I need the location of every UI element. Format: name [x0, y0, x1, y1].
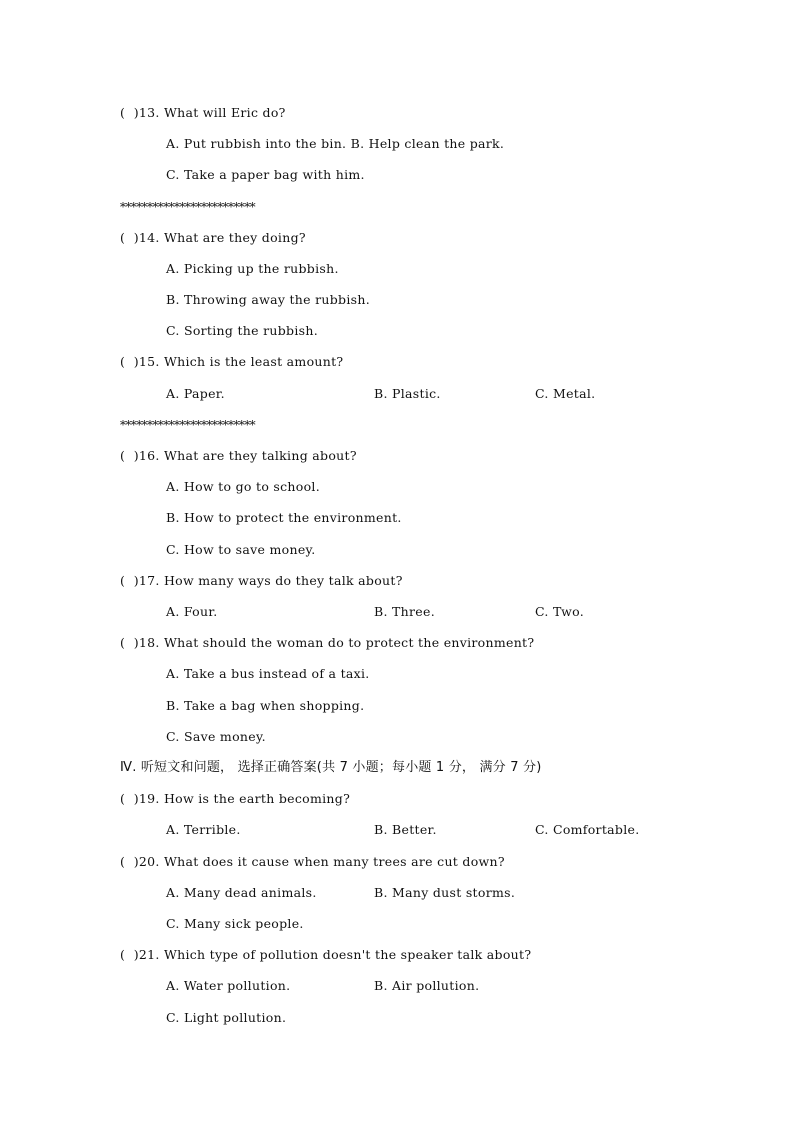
question-15-stem: ( )15. Which is the least amount?	[120, 354, 344, 369]
section-4-heading: Ⅳ. 听短文和问题， 选择正确答案(共 7 小题；每小题 1 分， 满分 7 分)	[120, 760, 542, 775]
question-14-stem: ( )14. What are they doing?	[120, 230, 306, 245]
question-20-option-b: B. Many dust storms.	[374, 885, 516, 900]
question-19-option-a: A. Terrible.	[166, 822, 241, 837]
question-21-option-c: C. Light pollution.	[166, 1010, 287, 1025]
question-15-option-b: B. Plastic.	[374, 386, 441, 401]
question-17-option-b: B. Three.	[374, 604, 435, 619]
question-15-option-c: C. Metal.	[535, 386, 596, 401]
question-20-stem: ( )20. What does it cause when many trees are cut down?	[120, 854, 505, 869]
question-19-option-b: B. Better.	[374, 822, 437, 837]
question-17-stem: ( )17. How many ways do they talk about?	[120, 573, 403, 588]
question-21-stem: ( )21. Which type of pollution doesn't the speaker talk about?	[120, 947, 532, 962]
question-14-option-c: C. Sorting the rubbish.	[166, 323, 318, 338]
question-20-option-a: A. Many dead animals.	[166, 885, 317, 900]
separator-stars: *************************	[120, 418, 256, 432]
question-14-option-a: A. Picking up the rubbish.	[166, 261, 339, 276]
question-19-option-c: C. Comfortable.	[535, 822, 640, 837]
question-18-option-a: A. Take a bus instead of a taxi.	[166, 666, 370, 681]
question-20-option-c: C. Many sick people.	[166, 916, 304, 931]
question-16-stem: ( )16. What are they talking about?	[120, 448, 357, 463]
question-16-option-b: B. How to protect the environment.	[166, 510, 402, 525]
question-16-option-c: C. How to save money.	[166, 542, 316, 557]
question-17-option-a: A. Four.	[166, 604, 218, 619]
question-21-option-b: B. Air pollution.	[374, 978, 480, 993]
question-14-option-b: B. Throwing away the rubbish.	[166, 292, 370, 307]
question-15-option-a: A. Paper.	[166, 386, 225, 401]
question-19-stem: ( )19. How is the earth becoming?	[120, 791, 351, 806]
question-17-option-c: C. Two.	[535, 604, 585, 619]
question-13-option-c: C. Take a paper bag with him.	[166, 167, 365, 182]
separator-stars: *************************	[120, 200, 256, 214]
question-18-option-c: C. Save money.	[166, 729, 266, 744]
question-21-option-a: A. Water pollution.	[166, 978, 291, 993]
question-13-option-ab: A. Put rubbish into the bin. B. Help clean the park.	[166, 136, 505, 151]
question-13-stem: ( )13. What will Eric do?	[120, 105, 286, 120]
question-18-stem: ( )18. What should the woman do to protect the environment?	[120, 635, 535, 650]
question-16-option-a: A. How to go to school.	[166, 479, 321, 494]
question-18-option-b: B. Take a bag when shopping.	[166, 698, 365, 713]
